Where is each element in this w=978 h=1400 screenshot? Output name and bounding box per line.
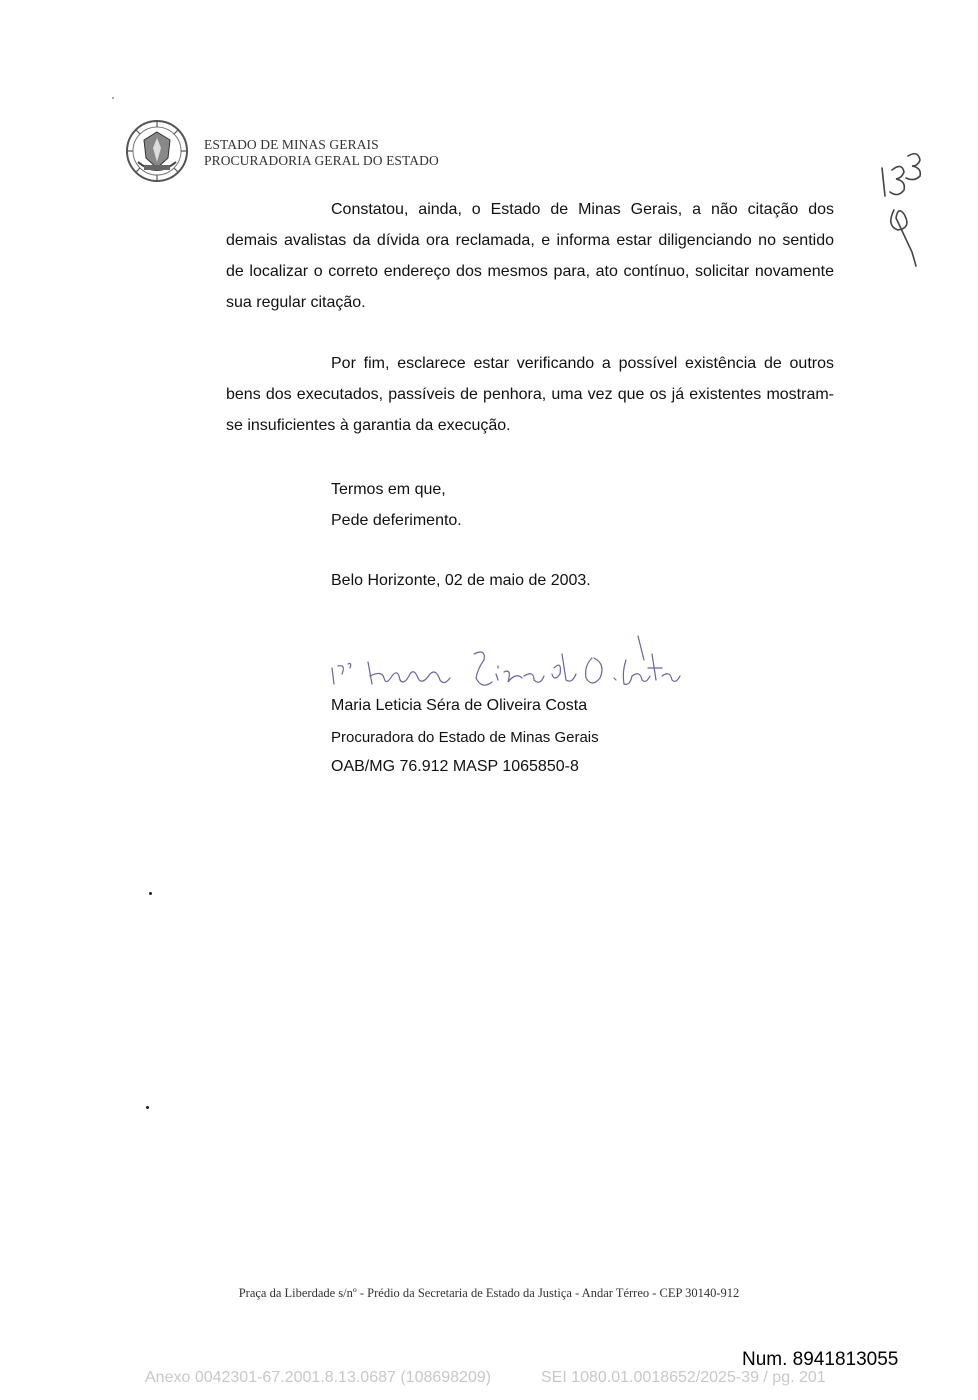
handwritten-folio-number bbox=[872, 148, 942, 273]
scan-speck bbox=[149, 892, 152, 895]
body-paragraph-2: Por fim, esclarece estar verificando a possível existência de outros bens dos executados, passíveis de penhora, uma vez que os já existentes mostram-se insuficientes à garantia da execução. bbox=[226, 355, 834, 434]
letterhead-agency-name: PROCURADORIA GERAL DO ESTADO bbox=[204, 153, 439, 168]
sei-page-reference: SEI 1080.01.0018652/2025-39 / pg. 201 bbox=[541, 1369, 826, 1386]
handwritten-signature bbox=[326, 628, 686, 698]
annex-reference: Anexo 0042301-67.2001.8.13.0687 (108698209) bbox=[145, 1369, 492, 1386]
place-and-date: Belo Horizonte, 02 de maio de 2003. bbox=[331, 572, 591, 589]
scan-speck bbox=[112, 97, 114, 99]
document-number: Num. 8941813055 bbox=[742, 1349, 899, 1370]
body-paragraph-1: Constatou, ainda, o Estado de Minas Gerais, a não citação dos demais avalistas da dívida ora reclamada, e informa estar diligenciando no sentido de localizar o correto endereço dos mesmos para, ato contínuo, solicitar novamente sua regular citação. bbox=[226, 201, 834, 311]
signer-role: Procuradora do Estado de Minas Gerais bbox=[331, 729, 599, 746]
state-coat-of-arms-icon bbox=[124, 118, 190, 184]
closing-line-2: Pede deferimento. bbox=[331, 512, 462, 529]
signer-registration-ids: OAB/MG 76.912 MASP 1065850-8 bbox=[331, 758, 579, 775]
footer-address: Praça da Liberdade s/nº - Prédio da Secretaria de Estado da Justiça - Andar Térreo - CEP 30140-912 bbox=[238, 1286, 740, 1300]
closing-line-1: Termos em que, bbox=[331, 481, 446, 498]
scan-speck bbox=[146, 1106, 149, 1109]
letterhead-state-name: ESTADO DE MINAS GERAIS bbox=[204, 137, 379, 152]
signer-name: Maria Leticia Séra de Oliveira Costa bbox=[331, 697, 588, 714]
